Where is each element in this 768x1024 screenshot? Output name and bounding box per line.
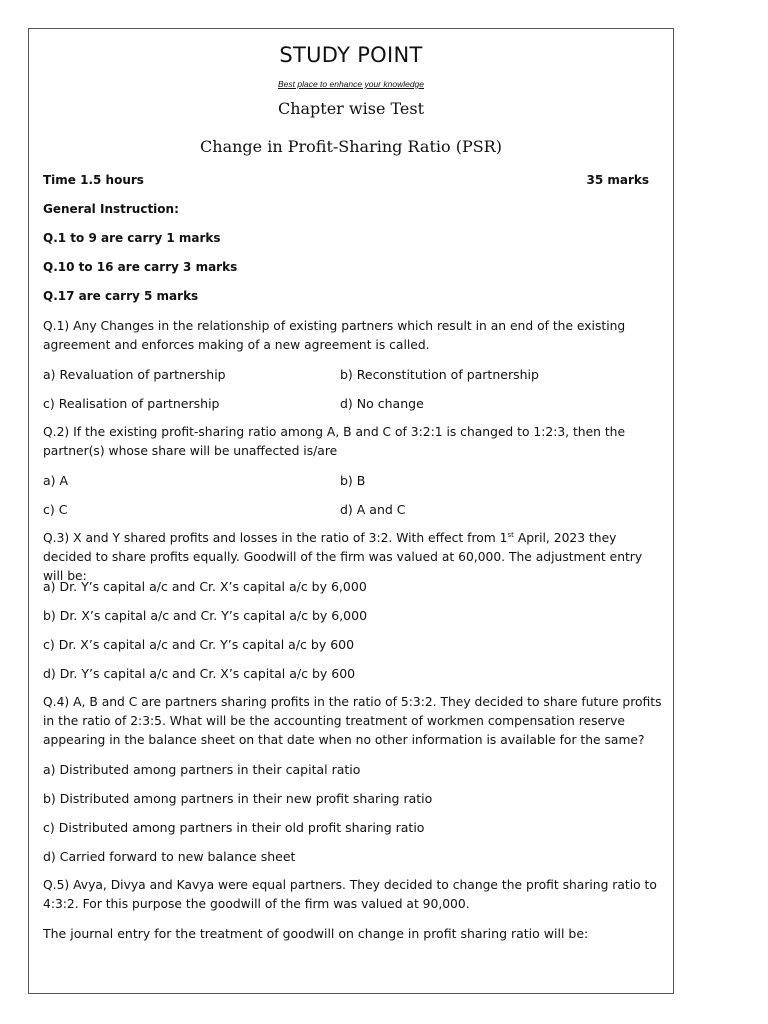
question-4-option-a: a) Distributed among partners in their capital ratio xyxy=(43,762,361,777)
question-5-text: Q.5) Avya, Divya and Kavya were equal partners. They decided to change the profit sharing ratio to 4:3:2. For this purpose the goodwill of the firm was valued at 90,000. xyxy=(43,878,657,911)
test-paper-page xyxy=(28,28,674,994)
institute-title: STUDY POINT xyxy=(279,43,423,67)
question-3-option-d: d) Dr. Y’s capital a/c and Cr. X’s capital a/c by 600 xyxy=(43,666,356,681)
question-5-followup: The journal entry for the treatment of goodwill on change in profit sharing ratio will be: xyxy=(43,926,589,941)
question-3-text-start: Q.3) X and Y shared profits and losses in the ratio of 3:2. With effect from 1 xyxy=(43,531,508,545)
question-2-text: Q.2) If the existing profit-sharing ratio among A, B and C of 3:2:1 is changed to 1:2:3, then the partner(s) whose share will be unaffected is/are xyxy=(43,425,626,458)
question-4-option-b: b) Distributed among partners in their new profit sharing ratio xyxy=(43,791,433,806)
question-1-option-a: a) Revaluation of partnership xyxy=(43,367,226,382)
question-1-option-c: c) Realisation of partnership xyxy=(43,396,220,411)
question-3-option-a: a) Dr. Y’s capital a/c and Cr. X’s capital a/c by 6,000 xyxy=(43,579,367,594)
question-3-text-end: April, 2023 they decided to share profits equally. Goodwill of the firm was valued at 60,000. The adjustment entry will be: xyxy=(43,531,643,583)
question-3-option-c: c) Dr. X’s capital a/c and Cr. Y’s capital a/c by 600 xyxy=(43,637,355,652)
question-4-option-c: c) Distributed among partners in their old profit sharing ratio xyxy=(43,820,425,835)
question-1-text: Q.1) Any Changes in the relationship of existing partners which result in an end of the existing agreement and enforces making of a new agreement is called. xyxy=(43,319,626,352)
question-4-text: Q.4) A, B and C are partners sharing profits in the ratio of 5:3:2. They decided to share future profits in the ratio of 2:3:5. What will be the accounting treatment of workmen compensation reserve appearing in the balance sheet on that date when no other information is available for the same? xyxy=(43,695,662,747)
question-4-option-d: d) Carried forward to new balance sheet xyxy=(43,849,296,864)
chapter-topic-heading: Change in Profit-Sharing Ratio (PSR) xyxy=(200,137,502,156)
instruction-item: Q.17 are carry 5 marks xyxy=(43,289,199,303)
question-2-option-a: a) A xyxy=(43,473,69,488)
question-1-option-b: b) Reconstitution of partnership xyxy=(340,367,539,382)
question-1-option-d: d) No change xyxy=(340,396,424,411)
total-marks: 35 marks xyxy=(586,173,649,187)
question-3-option-b: b) Dr. X’s capital a/c and Cr. Y’s capital a/c by 6,000 xyxy=(43,608,368,623)
question-2-option-d: d) A and C xyxy=(340,502,406,517)
instruction-item: Q.10 to 16 are carry 3 marks xyxy=(43,260,238,274)
instruction-item: Q.1 to 9 are carry 1 marks xyxy=(43,231,221,245)
question-2-option-b: b) B xyxy=(340,473,366,488)
ordinal-suffix: st xyxy=(507,530,514,539)
instructions-heading: General Instruction: xyxy=(43,202,179,216)
question-2-option-c: c) C xyxy=(43,502,68,517)
test-type-heading: Chapter wise Test xyxy=(277,99,425,118)
institute-tagline: Best place to enhance your knowledge xyxy=(277,79,424,89)
time-allowed: Time 1.5 hours xyxy=(43,173,144,187)
